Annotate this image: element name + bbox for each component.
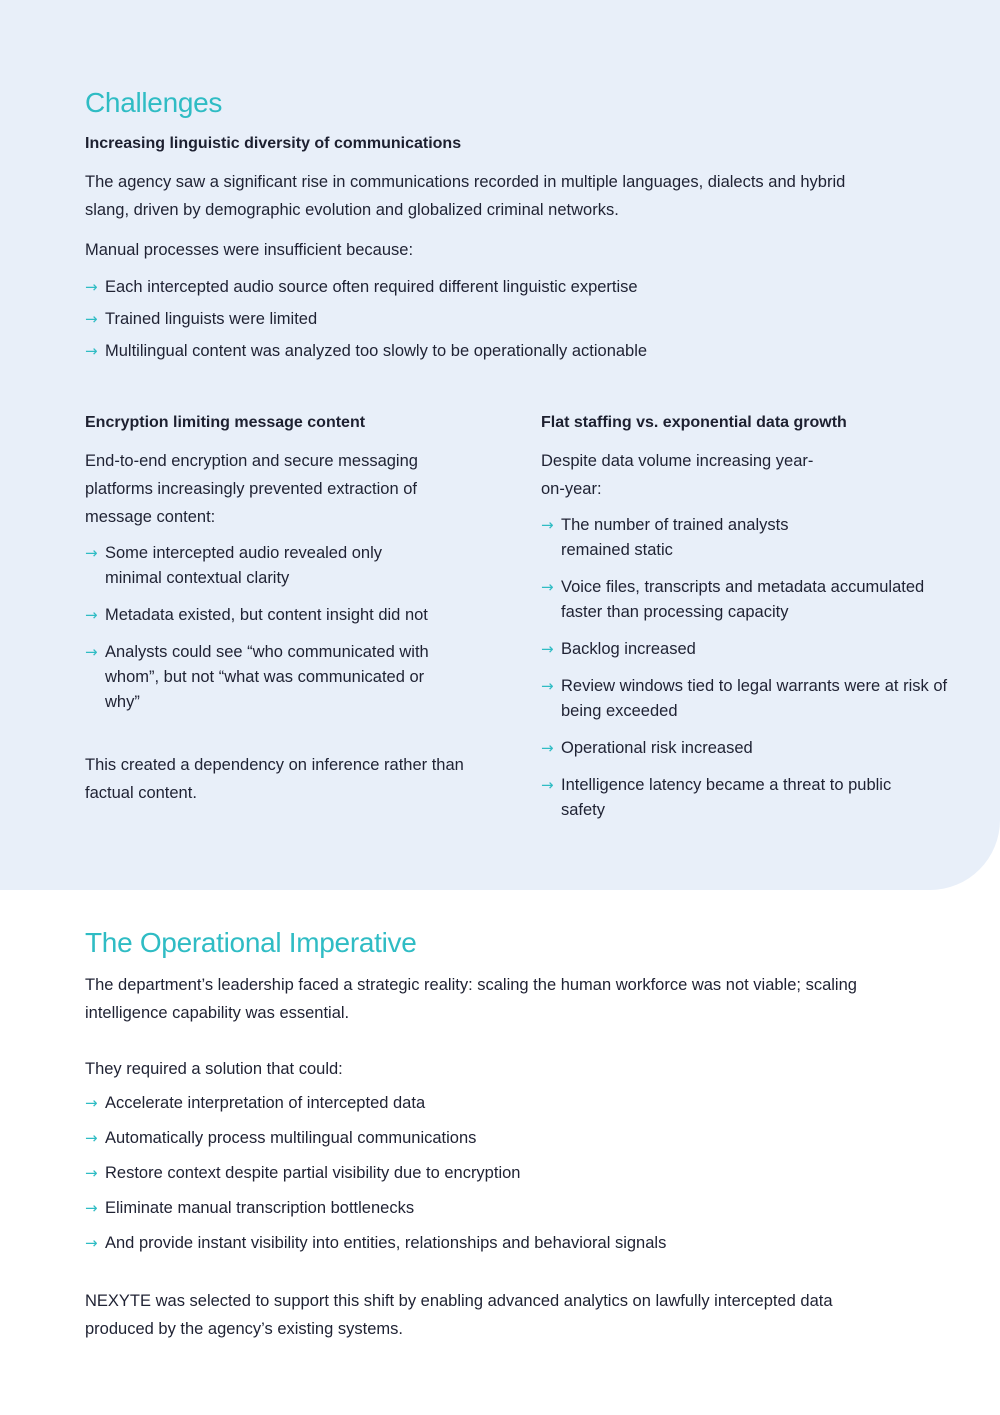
linguistic-intro: Manual processes were insufficient because: bbox=[85, 241, 414, 259]
list-item: → Operational risk increased bbox=[541, 736, 946, 761]
list-item: → Intelligence latency became a threat to public safety bbox=[541, 773, 911, 823]
encryption-list bbox=[85, 541, 430, 727]
linguistic-heading: Increasing linguistic diversity of communications bbox=[85, 135, 462, 152]
encryption-closing: This created a dependency on inference rather than factual content. bbox=[85, 756, 464, 802]
arrow-right-icon: → bbox=[85, 1234, 98, 1252]
staffing-paragraph: Despite data volume increasing year-on-year: bbox=[541, 452, 814, 498]
arrow-right-icon: → bbox=[541, 578, 554, 596]
list-item: → Restore context despite partial visibility due to encryption bbox=[85, 1156, 915, 1191]
arrow-right-icon: → bbox=[85, 544, 98, 562]
arrow-right-icon: → bbox=[85, 310, 98, 328]
arrow-right-icon: → bbox=[85, 1199, 98, 1217]
encryption-heading: Encryption limiting message content bbox=[85, 414, 366, 431]
arrow-right-icon: → bbox=[85, 606, 98, 624]
arrow-right-icon: → bbox=[85, 1129, 98, 1147]
list-item: → The number of trained analysts remained static bbox=[541, 513, 861, 563]
list-item: → Some intercepted audio revealed only minimal contextual clarity bbox=[85, 541, 430, 591]
list-item: → Automatically process multilingual communications bbox=[85, 1121, 915, 1156]
linguistic-paragraph: The agency saw a significant rise in communications recorded in multiple languages, dialects and hybrid slang, driven by demographic evolution and globalized criminal networks. bbox=[85, 173, 846, 219]
imperative-title: The Operational Imperative bbox=[85, 927, 417, 958]
arrow-right-icon: → bbox=[85, 342, 98, 360]
imperative-closing: NEXYTE was selected to support this shift by enabling advanced analytics on lawfully intercepted data produced by the agency’s existing systems. bbox=[85, 1292, 833, 1338]
arrow-right-icon: → bbox=[541, 776, 554, 794]
encryption-paragraph: End-to-end encryption and secure messaging platforms increasingly prevented extraction of message content: bbox=[85, 452, 418, 526]
linguistic-list bbox=[85, 271, 845, 367]
staffing-list bbox=[541, 513, 946, 835]
list-item: → Backlog increased bbox=[541, 637, 946, 662]
list-item: → Eliminate manual transcription bottlenecks bbox=[85, 1191, 915, 1226]
list-item: → Multilingual content was analyzed too slowly to be operationally actionable bbox=[85, 335, 845, 367]
arrow-right-icon: → bbox=[85, 643, 98, 661]
imperative-paragraph: The department’s leadership faced a strategic reality: scaling the human workforce was not viable; scaling intelligence capability was essential. bbox=[85, 976, 857, 1022]
arrow-right-icon: → bbox=[541, 516, 554, 534]
arrow-right-icon: → bbox=[541, 640, 554, 658]
challenges-title: Challenges bbox=[85, 87, 223, 118]
arrow-right-icon: → bbox=[541, 739, 554, 757]
arrow-right-icon: → bbox=[541, 677, 554, 695]
list-item: → Each intercepted audio source often required different linguistic expertise bbox=[85, 271, 845, 303]
arrow-right-icon: → bbox=[85, 1094, 98, 1112]
list-item: → Accelerate interpretation of intercepted data bbox=[85, 1086, 915, 1121]
imperative-intro: They required a solution that could: bbox=[85, 1060, 343, 1078]
list-item: → Voice files, transcripts and metadata accumulated faster than processing capacity bbox=[541, 575, 946, 625]
list-item: → Metadata existed, but content insight did not bbox=[85, 603, 430, 628]
arrow-right-icon: → bbox=[85, 1164, 98, 1182]
staffing-heading: Flat staffing vs. exponential data growth bbox=[541, 414, 847, 431]
imperative-list bbox=[85, 1086, 915, 1261]
list-item: → Analysts could see “who communicated with whom”, but not “what was communicated or why” bbox=[85, 640, 430, 715]
arrow-right-icon: → bbox=[85, 278, 98, 296]
list-item: → And provide instant visibility into entities, relationships and behavioral signals bbox=[85, 1226, 915, 1261]
list-item: → Review windows tied to legal warrants were at risk of being exceeded bbox=[541, 674, 956, 724]
list-item: → Trained linguists were limited bbox=[85, 303, 845, 335]
